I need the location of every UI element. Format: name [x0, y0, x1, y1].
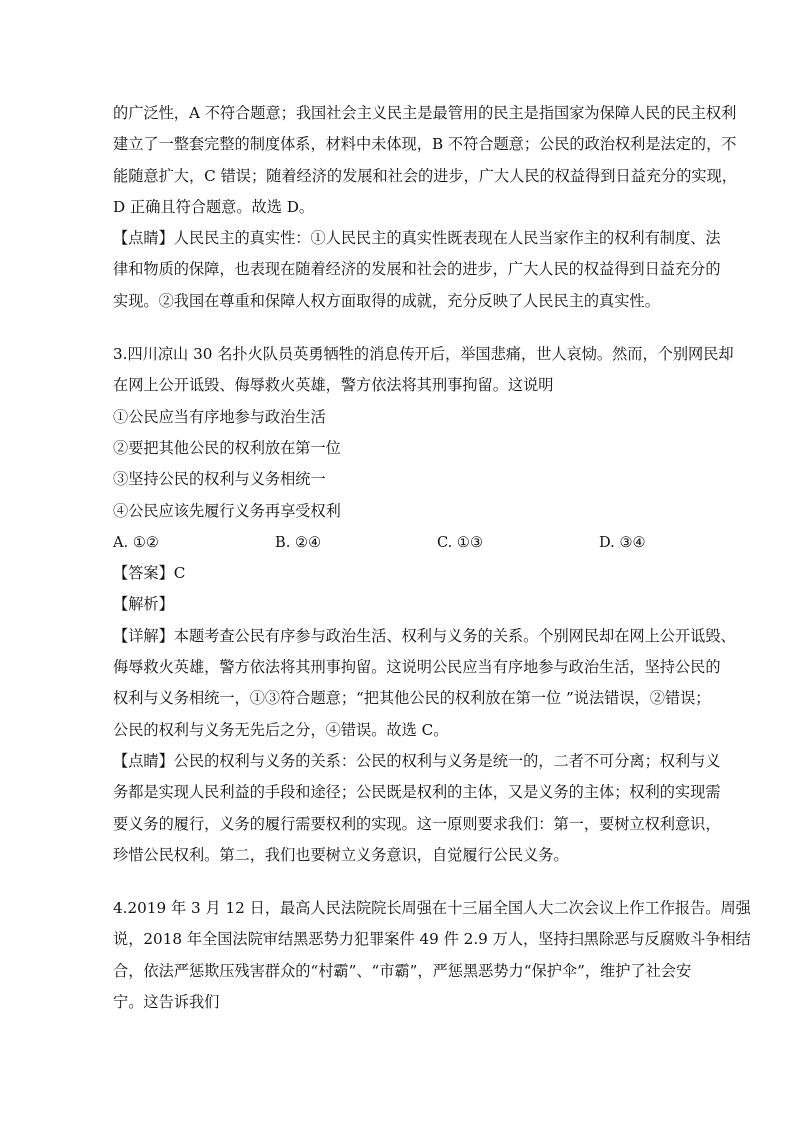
q2-dianjing: [113, 223, 721, 317]
statement-item: ③坚持公民的权利与义务相统一: [113, 470, 326, 489]
question-stem-line: 说，2018 年全国法院审结黑恶势力犯罪案件 49 件 2.9 万人，坚持扫黑除恶与反腐败斗争相结: [113, 930, 751, 949]
option-b: B. ②④: [275, 533, 322, 551]
spacer: [113, 317, 683, 339]
text-line: 建立了一整套完整的制度体系，材料中未体现，B 不符合题意；公民的政治权利是法定的，不: [113, 135, 737, 154]
question-4: [113, 893, 751, 1018]
text-line: 的广泛性，A 不符合题意；我国社会主义民主是最管用的民主是指国家为保障人民的民主权利: [113, 104, 737, 122]
document-page: [113, 98, 751, 1018]
text-line: D 正确且符合题意。故选 D。: [113, 197, 315, 216]
detail-line: 侮辱救火英雄，警方依法将其刑事拘留。这说明公民应当有序地参与政治生活，坚持公民的: [113, 658, 721, 677]
statement-item: ②要把其他公民的权利放在第一位: [113, 438, 341, 457]
question-stem-line: 宁。这告诉我们: [113, 993, 220, 1012]
dianjing-line: 珍惜公民权利。第二，我们也要树立义务意识，自觉履行公民义务。: [113, 845, 569, 864]
text-line: 实现。②我国在尊重和保障人权方面取得的成就，充分反映了人民民主的真实性。: [113, 291, 660, 310]
spacer: [113, 871, 683, 893]
option-d: D. ③④: [599, 533, 646, 551]
question-stem-line: 在网上公开诋毁、侮辱救火英雄，警方依法将其刑事拘留。这说明: [113, 376, 554, 395]
dianjing-line: 务都是实现人民利益的手段和途径；公民既是权利的主体，又是义务的主体；权利的实现需: [113, 783, 721, 802]
detail-line: 权利与义务相统一，①③符合题意；“把其他公民的权利放在第一位 ”说法错误，②错误；: [113, 689, 711, 708]
option-a: A. ①②: [113, 533, 159, 551]
question-stem-line: 3.四川凉山 30 名扑火队员英勇牺牲的消息传开后，举国悲痛，世人哀恸。然而，个别网民却: [113, 345, 734, 364]
detail-line: 【详解】本题考查公民有序参与政治生活、权利与义务的关系。个别网民却在网上公开诋毁、: [113, 626, 736, 645]
analysis-heading: 【解析】: [113, 595, 174, 614]
detail-line: 公民的权利与义务无先后之分，④错误。故选 C。: [113, 720, 449, 739]
text-line: 【点睛】人民民主的真实性：①人民民主的真实性既表现在人民当家作主的权利有制度、法: [113, 229, 721, 248]
question-stem-line: 合，依法严惩欺压残害群众的“村霸”、“市霸”，严惩黑恶势力“保护伞”，维护了社会安: [113, 961, 692, 980]
question-3: [113, 339, 736, 871]
answer-options: [113, 527, 683, 558]
text-line: 律和物质的保障，也表现在随着经济的发展和社会的进步，广大人民的权益得到日益充分的: [113, 260, 721, 279]
question-stem-line: 4.2019 年 3 月 12 日，最高人民法院院长周强在十三届全国人大二次会议上作工作报告。周强: [113, 899, 751, 918]
dianjing-line: 要义务的履行，义务的履行需要权利的实现。这一原则要求我们：第一，要树立权利意识，: [113, 814, 721, 833]
answer-line: 【答案】C: [113, 564, 186, 583]
statement-item: ①公民应当有序地参与政治生活: [113, 407, 326, 426]
dianjing-line: 【点睛】公民的权利与义务的关系：公民的权利与义务是统一的，二者不可分离；权利与义: [113, 751, 721, 770]
statement-item: ④公民应该先履行义务再享受权利: [113, 501, 341, 520]
text-line: 能随意扩大，C 错误；随着经济的发展和社会的进步，广大人民的权益得到日益充分的实现，: [113, 166, 737, 185]
q2-analysis-continued: [113, 98, 737, 223]
option-c: C. ①③: [437, 533, 484, 551]
